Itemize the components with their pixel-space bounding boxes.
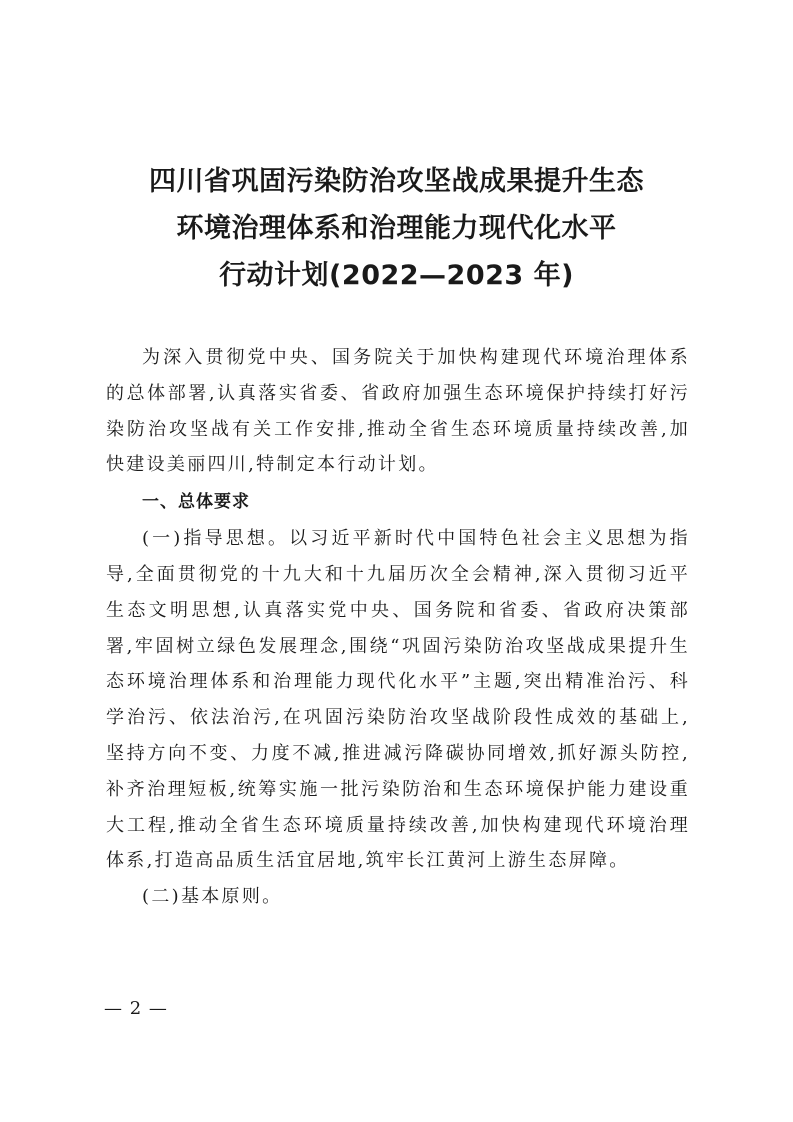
guiding-ideology-paragraph: (一)指导思想。以习近平新时代中国特色社会主义思想为指导,全面贯彻党的十九大和十九届历次全会精神,深入贯彻习近平生态文明思想,认真落实党中央、国务院和省委、省政府决策部署,牢固树立绿色发展理念,围绕“巩固污染防治攻坚战成果提升生态环境治理体系和治理能力现代化水平”主题,突出精准治污、科学治污、依法治污,在巩固污染防治攻坚战阶段性成效的基础上,坚持方向不变、力度不减,推进减污降碳协同增效,抓好源头防控,补齐治理短板,统筹实施一批污染防治和生态环境保护能力建设重大工程,推动全省生态环境质量持续改善,加快构建现代环境治理体系,打造高品质生活宜居地,筑牢长江黄河上游生态屏障。 — [106, 528, 690, 872]
intro-paragraph: 为深入贯彻党中央、国务院关于加快构建现代环境治理体系的总体部署,认真落实省委、省政府加强生态环境保护持续打好污染防治攻坚战有关工作安排,推动全省生态环境质量持续改善,加快建设美丽四川,特制定本行动计划。 — [106, 347, 690, 476]
title-line-3: 行动计划(2022—2023 年) — [219, 260, 574, 291]
document-title — [0, 158, 793, 299]
title-line-2: 环境治理体系和治理能力现代化水平 — [176, 213, 617, 244]
section-heading: 一、总体要求 — [142, 492, 250, 513]
title-line-1: 四川省巩固污染防治攻坚战成果提升生态 — [149, 166, 644, 197]
basic-principles-paragraph: (二)基本原则。 — [142, 886, 283, 908]
document-body — [106, 340, 690, 915]
page-number: — 2 — — [104, 998, 168, 1019]
